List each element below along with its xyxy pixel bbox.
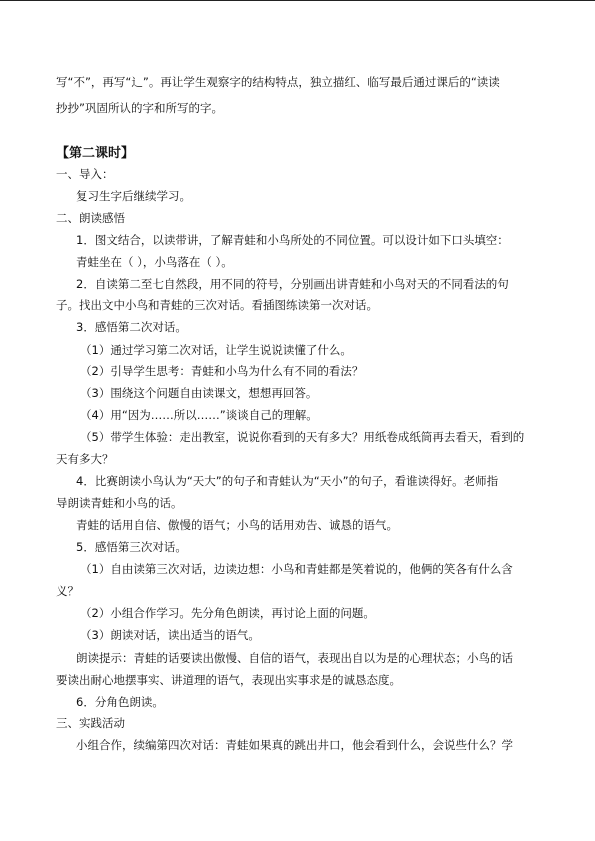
top-border-line <box>0 0 595 1</box>
text-line: 二、朗读感悟 <box>56 211 125 225</box>
section-title: 【第二课时】 <box>56 146 135 161</box>
text-line: 子。找出文中小鸟和青蛙的三次对话。看插图练读第一次对话。 <box>56 298 378 312</box>
intro-line-2: 抄抄”巩固所认的字和所写的字。 <box>56 101 223 115</box>
text-line: 导朗读青蛙和小鸟的话。 <box>56 496 183 510</box>
text-line: 1．图文结合，以读带讲，了解青蛙和小鸟所处的不同位置。可以设计如下口头填空： <box>76 233 509 247</box>
text-line: 3．感悟第二次对话。 <box>76 320 187 334</box>
text-line: （5）带学生体验：走出教室，说说你看到的天有多大？用纸卷成纸筒再去看天，看到的 <box>80 430 525 444</box>
text-line: （2）小组合作学习。先分角色朗读，再讨论上面的问题。 <box>80 606 375 620</box>
text-line: （3）朗读对话，读出适当的语气。 <box>80 628 260 642</box>
text-line: （4）用“因为……所以……”谈谈自己的理解。 <box>80 408 318 422</box>
text-line: 三、实践活动 <box>56 716 125 730</box>
text-line: （3）围绕这个问题自由读课文，想想再回答。 <box>80 386 318 400</box>
text-line: 一、导入： <box>56 167 114 181</box>
text-line: 6．分角色朗读。 <box>76 695 164 709</box>
text-line: 5．感悟第三次对话。 <box>76 540 187 554</box>
text-line: （2）引导学生思考：青蛙和小鸟为什么有不同的看法？ <box>80 364 364 378</box>
text-line: 要读出耐心地摆事实、讲道理的语气，表现出实事求是的诚恳态度。 <box>56 673 401 687</box>
text-line: 4．比赛朗读小鸟认为“天大”的句子和青蛙认为“天小”的句子，看谁读得好。老师指 <box>76 474 499 488</box>
text-line: （1）自由读第三次对话，边读边想：小鸟和青蛙都是笑着说的，他俩的笑各有什么含 <box>80 562 513 576</box>
text-line: 小组合作，续编第四次对话：青蛙如果真的跳出井口，他会看到什么，会说些什么？学 <box>76 738 513 752</box>
text-line: 天有多大？ <box>56 452 114 466</box>
text-line: 青蛙的话用自信、傲慢的语气；小鸟的话用劝告、诚恳的语气。 <box>76 518 398 532</box>
intro-line-1: 写“不”，再写“辶”。再让学生观察字的结构特点，独立描红、临写最后通过课后的“读读 <box>56 75 500 89</box>
text-line: 2．自读第二至七自然段，用不同的符号，分别画出讲青蛙和小鸟对天的不同看法的句 <box>76 277 509 291</box>
text-line: 朗读提示：青蛙的话要读出傲慢、自信的语气，表现出自以为是的心理状态；小鸟的话 <box>76 651 513 665</box>
text-line: 复习生字后继续学习。 <box>76 189 191 203</box>
text-line: 义？ <box>56 584 79 598</box>
text-line: 青蛙坐在（ ），小鸟落在（ ）。 <box>76 255 233 269</box>
text-line: （1）通过学习第二次对话，让学生说说读懂了什么。 <box>80 343 352 357</box>
